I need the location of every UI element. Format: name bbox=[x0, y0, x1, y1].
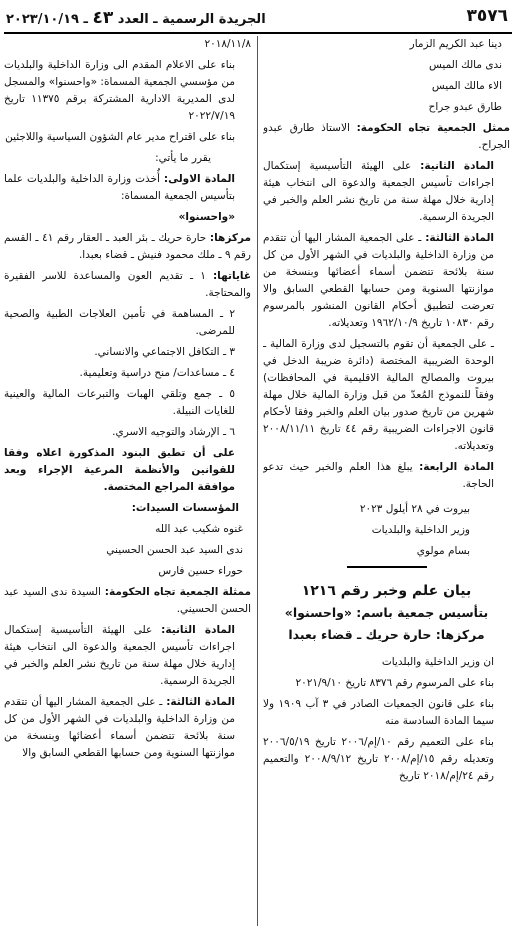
goals-label: غاياتها: bbox=[212, 270, 251, 282]
condition-clause: على أن تطبق البنود المذكورة اعلاه وفقا للقوانين والأنظمة المرعية الإجراء وبعد موافقة المراجع المختصة. bbox=[4, 447, 235, 493]
article-4-text: يبلغ هذا العلم والخبر حيث تدعو الحاجة. bbox=[263, 461, 494, 490]
article-2-label: المادة الثانية: bbox=[420, 160, 495, 172]
article-4 bbox=[263, 459, 510, 493]
issue-date: ـ ٢٠٢٣/١٠/١٩ bbox=[6, 12, 88, 27]
article-3-left bbox=[4, 694, 251, 762]
gov-rep bbox=[263, 120, 510, 154]
founder-name: ندى مالك الميس bbox=[429, 59, 502, 71]
article-2 bbox=[263, 158, 510, 226]
founder-name: غنوه شكيب عبد الله bbox=[155, 523, 243, 535]
signature-block bbox=[263, 501, 510, 560]
goal-2: ٢ ـ المساهمة في تأمين العلاجات الطبية والصحية للمرضى. bbox=[4, 308, 235, 337]
decides-line: يقرر ما يأتي: bbox=[155, 152, 211, 164]
goal-6: ٦ ـ الإرشاد والتوجيه الاسري. bbox=[112, 426, 235, 438]
article-3-label: المادة الثالثة: bbox=[166, 696, 235, 708]
column-divider bbox=[257, 36, 258, 926]
intro-circular: بناء على التعميم رقم ١٠/إم/٢٠٠٦ تاريخ ٢٠٠٦/٥/١٩ وتعديله رقم ١٥/إم/٢٠٠٨ تاريخ ٢٠٠٨/٩/١٢ والتعميم رقم ٢٤/إم/٢٠١٨ تاريخ bbox=[263, 736, 494, 782]
notice-title-block bbox=[263, 580, 510, 646]
notice-subtitle: بتأسيس جمعية باسم: «واحسنوا» bbox=[284, 605, 489, 620]
article-2-left bbox=[4, 622, 251, 690]
left-column bbox=[4, 36, 251, 926]
article-4-label: المادة الرابعة: bbox=[419, 461, 494, 473]
gov-rep-value: السيدة ندى السيد عبد الحسن الحسيني. bbox=[4, 586, 251, 615]
header-publication bbox=[6, 8, 266, 28]
gov-rep-label: ممثلة الجمعية تجاه الحكومة: bbox=[104, 586, 251, 598]
gov-rep-left bbox=[4, 584, 251, 618]
article-3-tax: ـ على الجمعية أن تقوم بالتسجيل لدى وزارة المالية ـ الوحدة الضريبية المختصة (دائرة ضريبة الدخل في بيروت والمصالح المالية الاقليمية في المحافظات) وفقاً للنموذج المُعدّ من قبل وزارة المالية خلال مهلة شهرين من تاريخ صدور بيان العلم والخبر وفقا لأحكام قانون الاجراءات الضريبية رقم ٤٤ تاريخ ٢٠٠٨/١١/١١ وتعديلاته. bbox=[263, 338, 494, 452]
headquarters bbox=[4, 230, 251, 264]
notice-hq: مركزها: حارة حريك ـ قضاء بعبدا bbox=[288, 627, 485, 642]
article-1 bbox=[4, 171, 251, 205]
continued-date: ٢٠١٨/١١/٨ bbox=[204, 38, 251, 50]
founder-name: ندى السيد عبد الحسن الحسيني bbox=[106, 544, 243, 556]
intro-law: بناء على قانون الجمعيات الصادر في ٣ آب ١٩٠٩ ولا سيما المادة السادسة منه bbox=[263, 698, 494, 727]
hq-text: حارة حريك ـ بئر العبد ـ العقار رقم ٤١ ـ القسم رقم ٩ ـ ملك محمود فنيش ـ قضاء بعبدا. bbox=[4, 232, 251, 261]
goals bbox=[4, 268, 251, 302]
founders-list-left bbox=[4, 521, 251, 580]
goal-3: ٣ ـ التكافل الاجتماعي والانساني. bbox=[94, 346, 235, 358]
article-2-text: على الهيئة التأسيسية إستكمال اجراءات تأسيس الجمعية والدعوة الى انتخاب هيئة إدارية خلال مهلة سنة من تاريخ نشر العلم والخبر في الجريدة الرسمية. bbox=[263, 160, 494, 223]
hq-label: مركزها: bbox=[209, 232, 251, 244]
intro-decree: بناء على المرسوم رقم ٨٣٧٦ تاريخ ٢٠٢١/٩/١٠ bbox=[295, 677, 494, 689]
gov-rep-label: ممثل الجمعية تجاه الحكومة: bbox=[356, 122, 510, 134]
founder-name: طارق عبدو جراح bbox=[428, 101, 502, 113]
founder-name: دينا عبد الكريم الزمار bbox=[409, 38, 502, 50]
sign-date: بيروت في ٢٨ أيلول ٢٠٢٣ bbox=[359, 503, 470, 515]
intro-minister: ان وزير الداخلية والبلديات bbox=[381, 656, 494, 668]
gov-rep-value: الاستاذ طارق عبدو الجراح. bbox=[263, 122, 510, 151]
sign-name: بسام مولوي bbox=[416, 545, 470, 557]
goal-4: ٤ ـ مساعدات/ منح دراسية وتعليمية. bbox=[79, 367, 235, 379]
association-name: «واحسنوا» bbox=[178, 211, 235, 223]
article-1-label: المادة الاولى: bbox=[163, 173, 235, 185]
page-number: ٣٥٧٦ bbox=[466, 6, 508, 26]
founder-name: حوراء حسين فارس bbox=[158, 565, 243, 577]
section-separator bbox=[347, 566, 427, 568]
article-3-label: المادة الثالثة: bbox=[425, 232, 494, 244]
founders-list bbox=[263, 36, 510, 116]
goal-5: ٥ ـ جمع وتلقي الهبات والتبرعات المالية والعينية للغايات النبيلة. bbox=[4, 388, 235, 417]
notice-title: بيان علم وخبر رقم ١٢١٦ bbox=[301, 583, 472, 599]
article-3 bbox=[263, 230, 510, 332]
publication-name: الجريدة الرسمية ـ العدد bbox=[117, 12, 266, 27]
page-header bbox=[4, 6, 512, 34]
article-2-label: المادة الثانية: bbox=[161, 624, 236, 636]
article-3-text: ـ على الجمعية المشار اليها أن تتقدم من وزارة الداخلية والبلديات في الشهر الأول من كل سنة بلائحة تتضمن أسماء أعضائها وبنسخة من موازنتها السنوية ومن حسابها القطعي السابق والا bbox=[4, 696, 235, 759]
article-3-text: ـ على الجمعية المشار اليها أن تتقدم من وزارة الداخلية والبلديات في الشهر الأول من كل سنة بلائحة تتضمن أسماء أعضائها وبنسخة من موازنتها السنوية ومن حسابها القطعي السابق والا تعرضت لتطبيق أحكام القانون المنشور بالمرسوم رقم ١٠٨٣٠ تاريخ ١٩٦٢/١٠/٩ وتعديلاته. bbox=[263, 232, 494, 329]
based-on-notice: بناء على الاعلام المقدم الى وزارة الداخلية والبلديات من مؤسسي الجمعية المسماة: «واحسنوا» والمسجل لدى المديرية الادارية المشتركة برقم ١١٣٧٥ تاريخ ٢٠٢٢/٧/١٩ bbox=[4, 59, 235, 122]
article-2-text: على الهيئة التأسيسية إستكمال اجراءات تأسيس الجمعية والدعوة الى انتخاب هيئة إدارية خلال مهلة سنة من تاريخ نشر العلم والخبر في الجريدة الرسمية. bbox=[4, 624, 235, 687]
sign-minister: وزير الداخلية والبلديات bbox=[371, 524, 470, 536]
based-on-proposal: بناء على اقتراح مدير عام الشؤون السياسية واللاجئين bbox=[5, 131, 235, 143]
article-1-text: أُخذت وزارة الداخلية والبلديات علما بتأسيس الجمعية المسماة: bbox=[4, 173, 235, 202]
founders-label: المؤسسات السيدات: bbox=[131, 502, 239, 514]
right-column bbox=[263, 36, 510, 926]
goal-1: ١ ـ تقديم العون والمساعدة للاسر الفقيرة والمحتاجة. bbox=[4, 270, 251, 299]
founder-name: الاء مالك الميس bbox=[431, 80, 502, 92]
issue-number: ٤٣ bbox=[92, 8, 114, 28]
